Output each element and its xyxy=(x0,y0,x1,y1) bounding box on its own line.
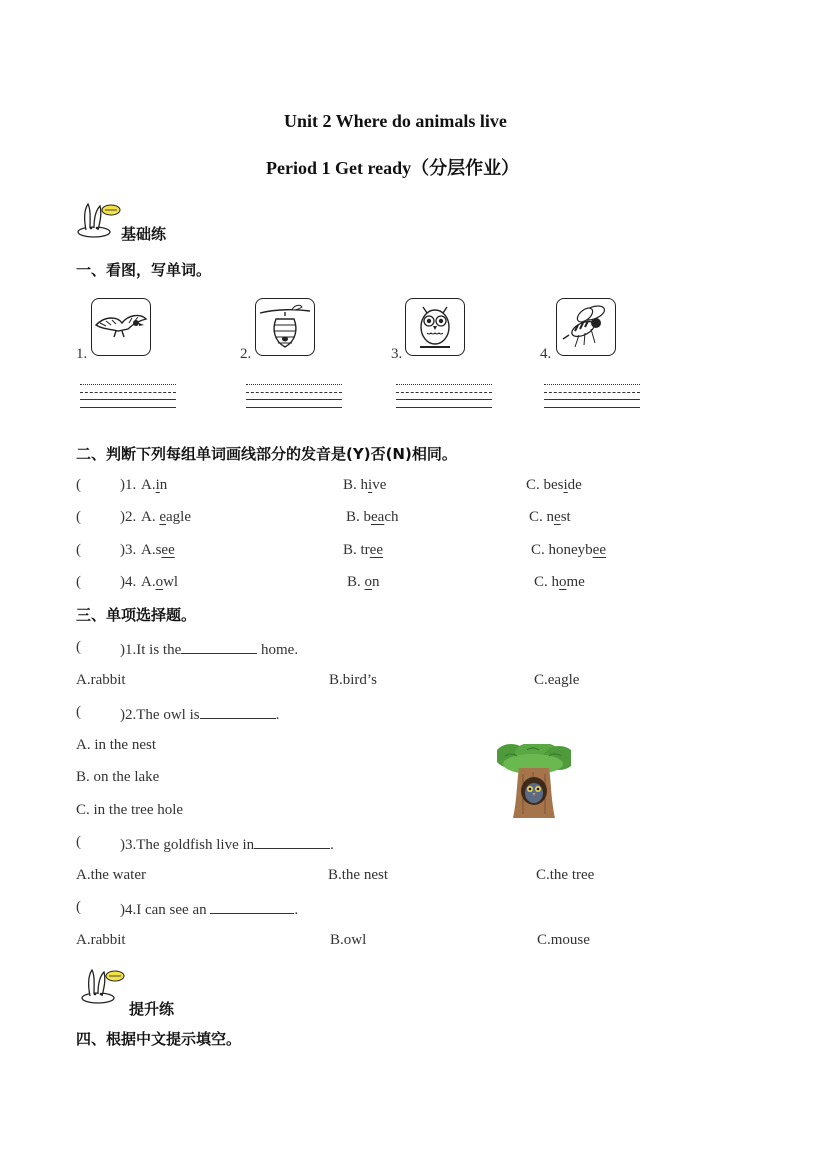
answer-paren[interactable]: ( xyxy=(76,509,81,525)
fill-blank[interactable] xyxy=(181,639,257,654)
question-number: )4. xyxy=(120,574,137,590)
option-b[interactable]: B.owl xyxy=(330,932,367,948)
option-b[interactable]: B.bird’s xyxy=(329,672,377,688)
option-b: B. tree xyxy=(343,542,383,558)
option-c: C. beside xyxy=(526,477,582,493)
owl-in-tree-hole-image xyxy=(497,744,571,818)
question-stem: )3.The goldfish live in . xyxy=(120,834,334,854)
rabbit-mascot-icon xyxy=(78,968,126,1006)
answer-paren[interactable]: ( xyxy=(76,704,81,720)
answer-paren[interactable]: ( xyxy=(76,639,81,655)
section-basic-label: 基础练 xyxy=(121,225,167,243)
question-stem: )4.I can see an . xyxy=(120,899,298,919)
writing-lines[interactable] xyxy=(396,384,492,414)
answer-paren[interactable]: ( xyxy=(76,899,81,915)
part1-heading: 一、看图，写单词。 xyxy=(76,261,212,279)
question-number: )3. xyxy=(120,542,137,558)
writing-lines[interactable] xyxy=(80,384,176,414)
fill-blank[interactable] xyxy=(200,704,276,719)
eagle-icon xyxy=(92,299,150,355)
option-a: A.owl xyxy=(141,574,179,590)
option-c[interactable]: C.eagle xyxy=(534,672,580,688)
part1-item-number: 3. xyxy=(391,346,403,362)
option-a[interactable]: A.rabbit xyxy=(76,932,126,948)
part4-heading: 四、根据中文提示填空。 xyxy=(76,1030,242,1048)
section-advanced-label: 提升练 xyxy=(129,1000,175,1018)
writing-lines[interactable] xyxy=(544,384,640,414)
answer-paren[interactable]: ( xyxy=(76,834,81,850)
picture-box xyxy=(255,298,315,356)
question-stem: )1.It is the home. xyxy=(120,639,298,659)
part1-item-number: 1. xyxy=(76,346,88,362)
option-c: C. home xyxy=(534,574,585,590)
picture-box xyxy=(91,298,151,356)
option-a: A.see xyxy=(141,542,175,558)
option-c[interactable]: C.the tree xyxy=(536,867,595,883)
page-subtitle: Period 1 Get ready（分层作业） xyxy=(266,158,520,178)
part2-heading: 二、判断下列每组单词画线部分的发音是(Y)否(N)相同。 xyxy=(76,445,457,463)
option-a[interactable]: A.the water xyxy=(76,867,146,883)
owl-icon xyxy=(406,299,464,355)
picture-box xyxy=(556,298,616,356)
answer-paren[interactable]: ( xyxy=(76,542,81,558)
option-b: B. on xyxy=(347,574,380,590)
option-a: A.in xyxy=(141,477,168,493)
option-c: C. nest xyxy=(529,509,571,525)
fill-blank[interactable] xyxy=(210,899,294,914)
question-number: )2. xyxy=(120,509,137,525)
part1-item-number: 2. xyxy=(240,346,252,362)
answer-paren[interactable]: ( xyxy=(76,477,81,493)
option-b[interactable]: B.the nest xyxy=(328,867,388,883)
option-b: B. beach xyxy=(346,509,399,525)
part3-heading: 三、单项选择题。 xyxy=(76,606,197,624)
beehive-icon xyxy=(256,299,314,355)
fill-blank[interactable] xyxy=(254,834,330,849)
rabbit-mascot-icon xyxy=(74,202,122,240)
option-b: B. hive xyxy=(343,477,387,493)
part1-item-number: 4. xyxy=(540,346,552,362)
option-b[interactable]: B. on the lake xyxy=(76,769,160,785)
bee-icon xyxy=(557,299,615,355)
question-stem: )2.The owl is . xyxy=(120,704,279,724)
option-c[interactable]: C.mouse xyxy=(537,932,590,948)
question-number: )1. xyxy=(120,477,137,493)
writing-lines[interactable] xyxy=(246,384,342,414)
picture-box xyxy=(405,298,465,356)
answer-paren[interactable]: ( xyxy=(76,574,81,590)
option-a[interactable]: A. in the nest xyxy=(76,737,156,753)
option-a[interactable]: A.rabbit xyxy=(76,672,126,688)
option-c: C. honeybee xyxy=(531,542,606,558)
page-title: Unit 2 Where do animals live xyxy=(284,111,507,131)
option-a: A. eagle xyxy=(141,509,191,525)
option-c[interactable]: C. in the tree hole xyxy=(76,802,184,818)
